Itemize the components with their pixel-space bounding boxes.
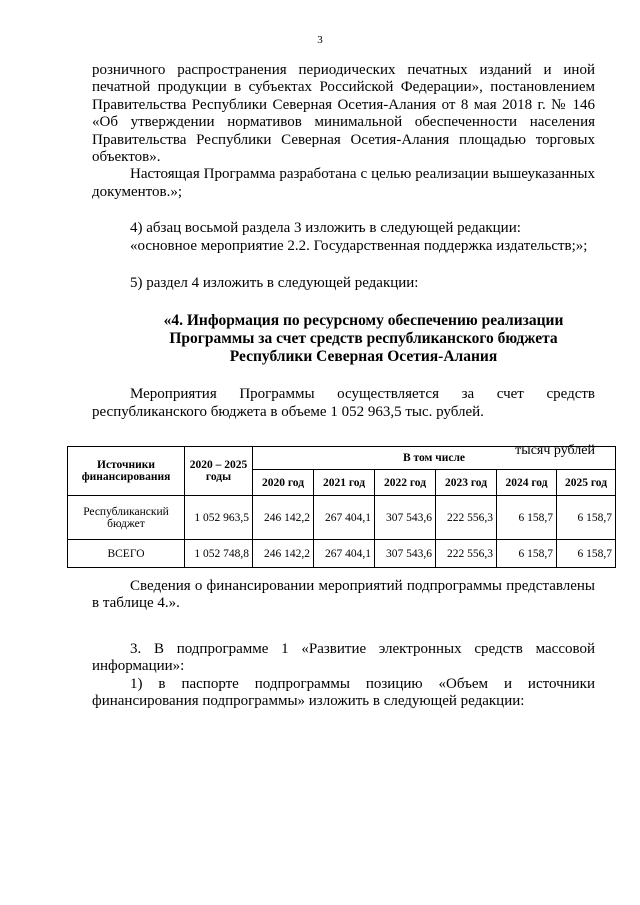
cell-value: 307 543,6 (375, 540, 436, 568)
header-year: 2022 год (375, 470, 436, 496)
table-row (68, 540, 616, 568)
header-year: 2020 год (253, 470, 314, 496)
item-3-1: 1) в паспорте подпрограммы позицию «Объем и источники финансирования подпрограммы» изложить в следующей редакции: (92, 675, 595, 710)
row-label: Республиканский бюджет (68, 496, 185, 540)
cell-value: 267 404,1 (314, 540, 375, 568)
page-number: 3 (317, 34, 323, 46)
cell-value: 6 158,7 (497, 540, 557, 568)
row-total: 1 052 748,8 (185, 540, 253, 568)
table-reference-paragraph: Сведения о финансировании мероприятий подпрограммы представлены в таблице 4.». (92, 578, 595, 612)
cell-value: 246 142,2 (253, 496, 314, 540)
cell-value: 246 142,2 (253, 540, 314, 568)
paragraph-program-purpose: Настоящая Программа разработана с целью реализации вышеуказанных документов.»; (92, 166, 595, 200)
financing-table (67, 446, 616, 568)
document-body (92, 62, 595, 460)
table-row (68, 496, 616, 540)
cell-value: 6 158,7 (557, 540, 616, 568)
header-year: 2023 год (436, 470, 497, 496)
cell-value: 267 404,1 (314, 496, 375, 540)
item-4-line-2: «основное мероприятие 2.2. Государственная поддержка издательств;»; (130, 237, 588, 254)
row-label: ВСЕГО (68, 540, 185, 568)
units-label: тысяч рублей (515, 443, 595, 459)
header-source: Источники финансирования (68, 447, 185, 496)
cell-value: 6 158,7 (497, 496, 557, 540)
item-4-line-1: 4) абзац восьмой раздела 3 изложить в следующей редакции: (130, 220, 521, 237)
header-year: 2024 год (497, 470, 557, 496)
header-year: 2025 год (557, 470, 616, 496)
header-including: В том числе (253, 447, 616, 470)
document-body-after-table (92, 578, 595, 710)
cell-value: 307 543,6 (375, 496, 436, 540)
cell-value: 222 556,3 (436, 496, 497, 540)
paragraph-continuation: розничного распространения периодических печатных изданий и иной печатной продукции в субъектах Российской Федерации», постановлением Правительства Республики Северная Осетия-Алания от 8 мая 2018 г. № 146 «Об утверждении нормативов минимальной обеспеченности населения Правительства Республики Северная Осетия-Алания площадью торговых объектов». (92, 62, 595, 166)
item-3: 3. В подпрограмме 1 «Развитие электронных средств массовой информации»: (92, 640, 595, 675)
funding-paragraph: Мероприятия Программы осуществляется за счет средств республиканского бюджета в объеме 1 052 963,5 тыс. рублей. (92, 386, 595, 420)
cell-value: 222 556,3 (436, 540, 497, 568)
item-5: 5) раздел 4 изложить в следующей редакции: (130, 275, 419, 292)
header-year: 2021 год (314, 470, 375, 496)
section-heading: «4. Информация по ресурсному обеспечению реализации Программы за счет средств республиканского бюджета Республики Северная Осетия-Алания (163, 312, 564, 366)
header-total: 2020 – 2025 годы (185, 447, 253, 496)
row-total: 1 052 963,5 (185, 496, 253, 540)
cell-value: 6 158,7 (557, 496, 616, 540)
